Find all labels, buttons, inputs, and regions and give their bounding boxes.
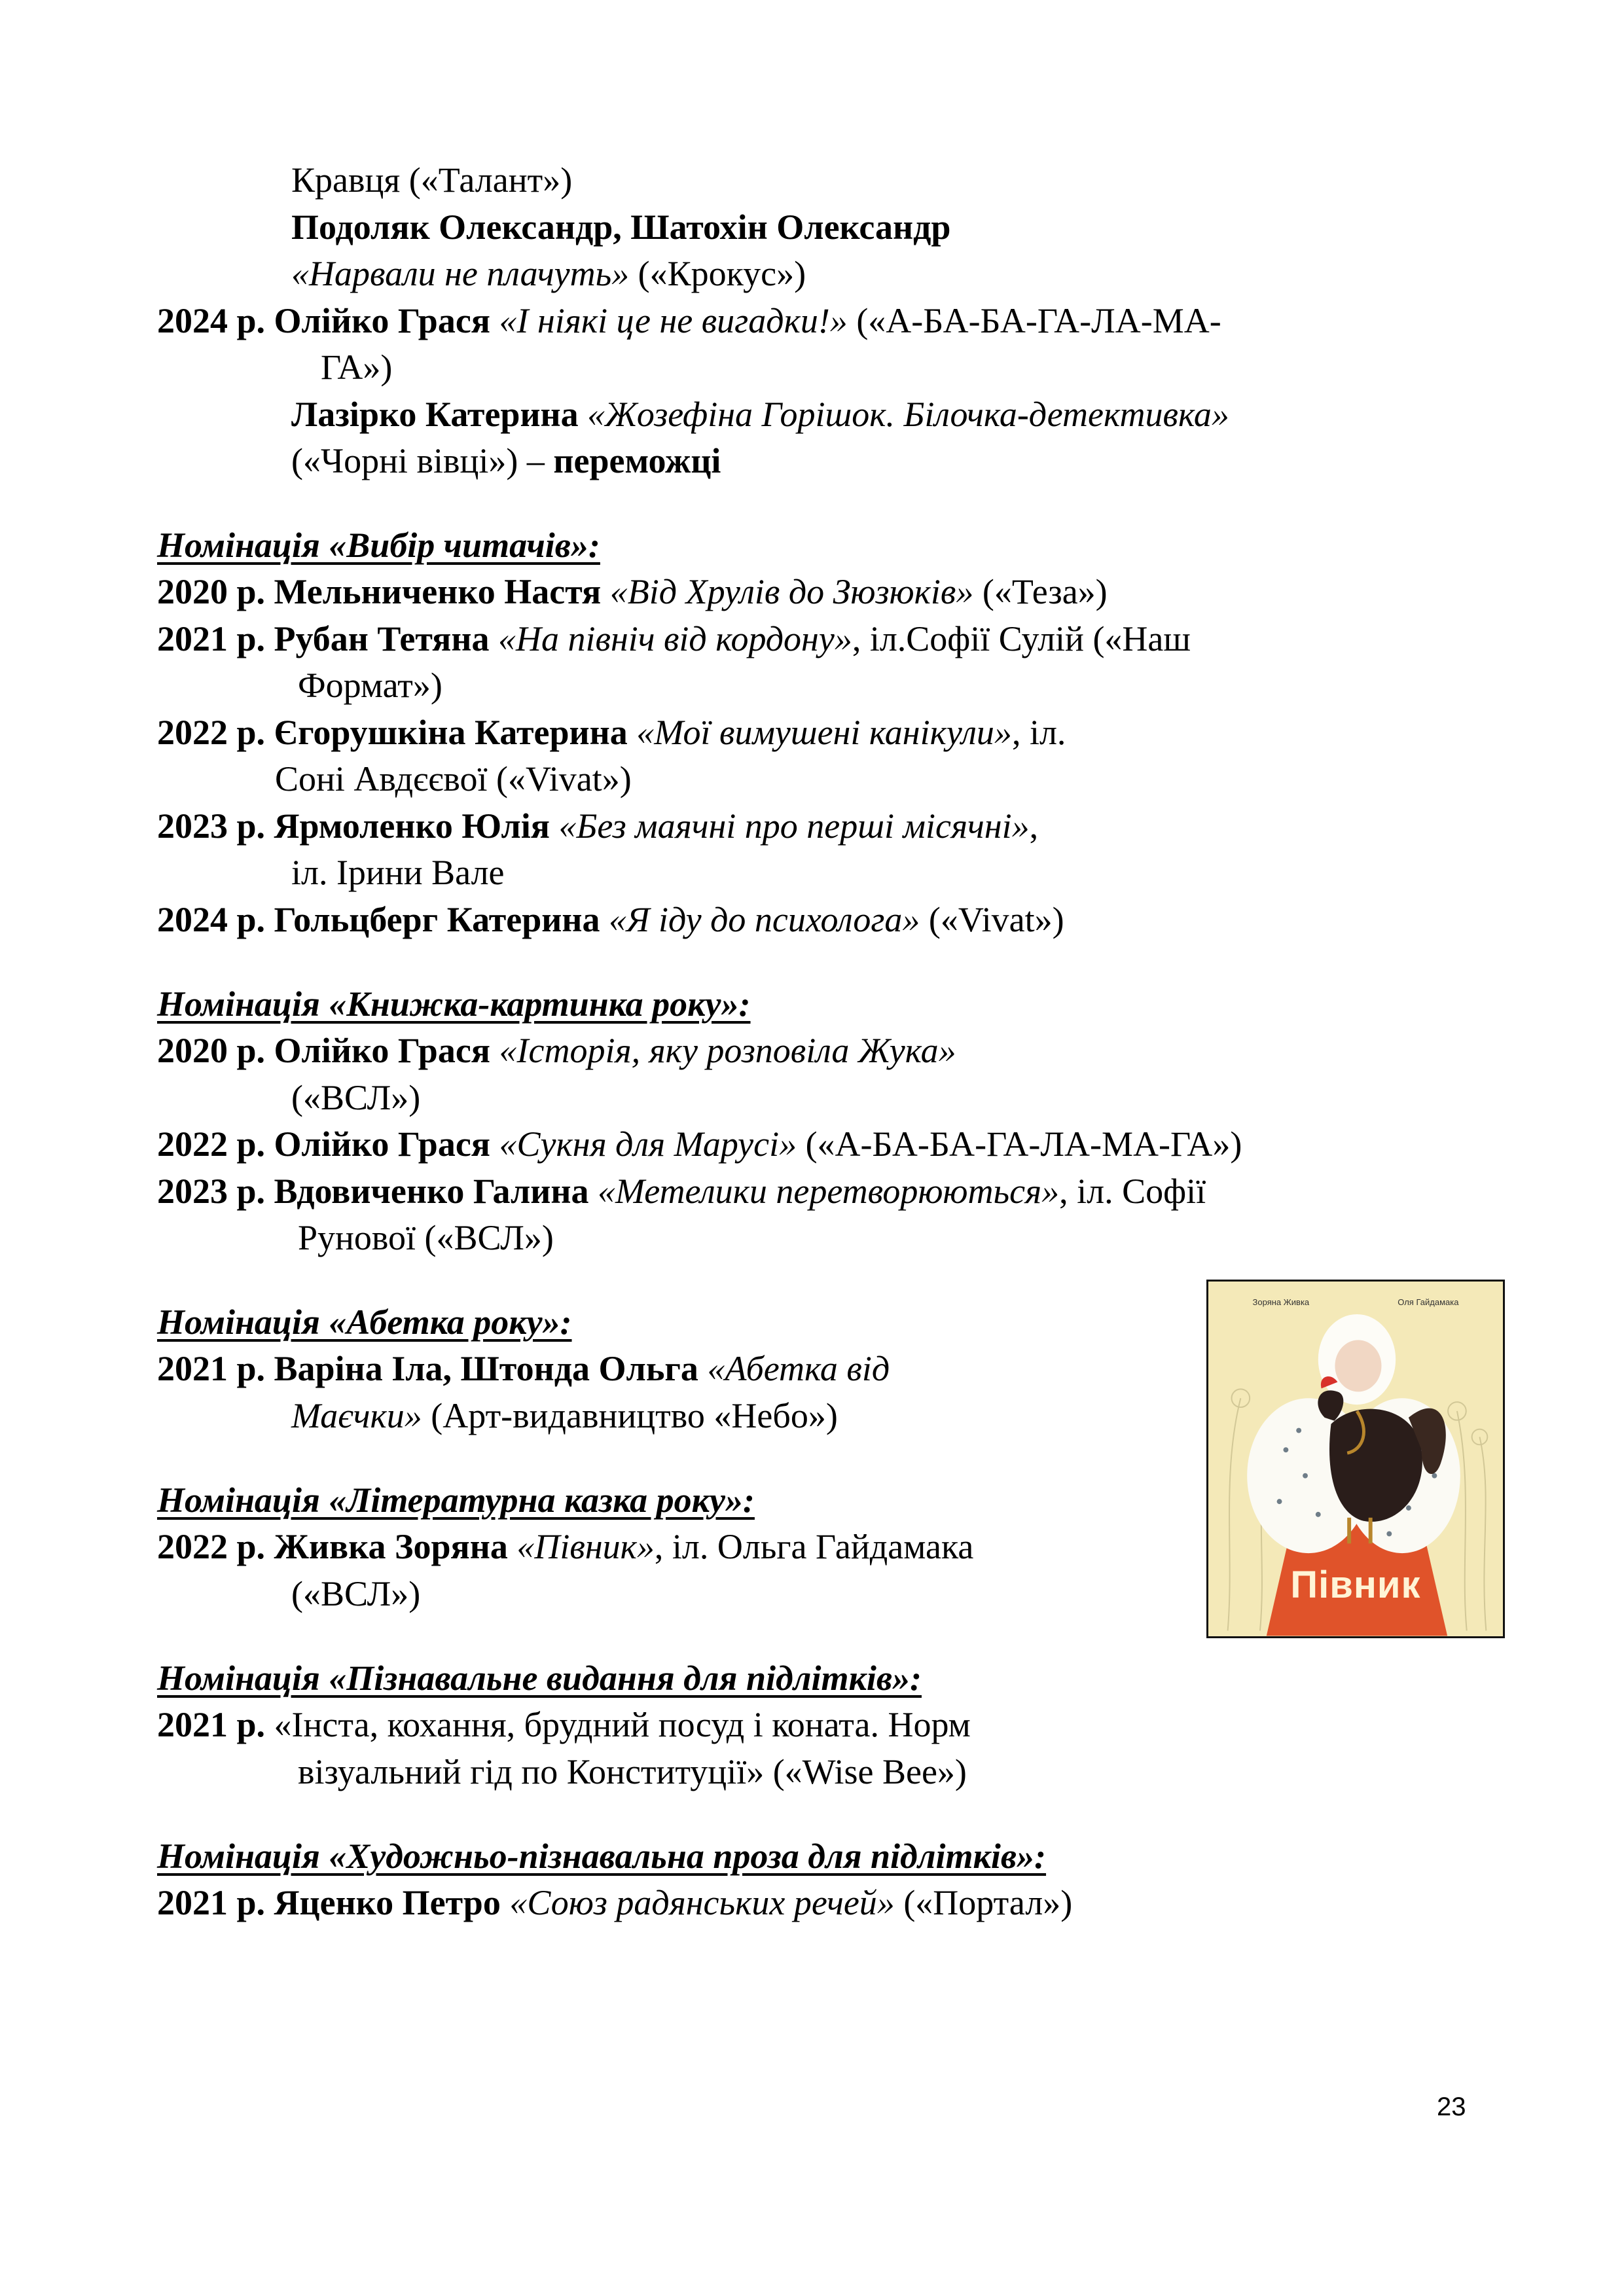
italic-title: «Абетка від <box>707 1349 890 1388</box>
bold-text: 2023 р. Ярмоленко Юлія <box>157 806 559 846</box>
heading-text: Номінація «Вибір читачів»: <box>157 526 600 565</box>
text-line <box>157 1346 890 1391</box>
italic-title: «Нарвали не плачуть» <box>291 254 630 293</box>
text-line <box>291 391 1229 437</box>
plain-text: («А-БА-БА-ГА-ЛА-МА-ГА») <box>797 1124 1242 1164</box>
bold-text: 2024 р. Гольцберг Катерина <box>157 900 609 939</box>
text-line <box>298 662 442 708</box>
plain-text: візуальний гід по Конституції» («Wise Bee») <box>298 1752 967 1791</box>
plain-text: («Теза») <box>973 572 1108 611</box>
text-line <box>157 1121 1242 1167</box>
text-line <box>157 803 1038 849</box>
plain-text: Формат») <box>298 666 442 705</box>
bold-text: 2024 р. Олійко Грася <box>157 301 499 340</box>
text-line <box>157 298 1221 344</box>
plain-text: , іл.Софії Сулій («Наш <box>852 619 1191 658</box>
text-line <box>291 1571 420 1617</box>
nomination-heading <box>157 981 751 1027</box>
text-line <box>157 709 1066 755</box>
italic-title: Маєчки» <box>291 1396 422 1435</box>
text-line <box>157 616 1191 662</box>
italic-title: «Без маячні про перші місячні» <box>558 806 1030 846</box>
plain-text: іл. Ірини Вале <box>291 853 505 892</box>
bold-text: 2022 р. Олійко Грася <box>157 1124 499 1164</box>
text-line <box>157 569 1108 615</box>
italic-title: «Союз радянських речей» <box>509 1883 895 1922</box>
cover-title: Півник <box>1290 1564 1421 1606</box>
italic-title: «Жозефіна Горішок. Білочка-детективка» <box>587 395 1229 434</box>
text-line <box>298 1749 967 1795</box>
text-line <box>157 1524 973 1570</box>
nomination-heading <box>157 522 600 568</box>
text-line <box>291 251 806 296</box>
bold-text: переможці <box>553 441 721 480</box>
text-line <box>275 756 632 802</box>
text-line <box>291 850 505 895</box>
text-line <box>157 897 1064 942</box>
book-cover-image <box>1206 1280 1505 1638</box>
bold-text: 2023 р. Вдовиченко Галина <box>157 1172 598 1211</box>
bold-text: 2022 р. Єгорушкіна Катерина <box>157 713 637 752</box>
bold-text: 2021 р. Рубан Тетяна <box>157 619 498 658</box>
bold-text: 2020 р. Мельниченко Настя <box>157 572 610 611</box>
bold-text: 2020 р. Олійко Грася <box>157 1031 499 1070</box>
plain-text: «Інста, кохання, брудний посуд і коната. Норм <box>274 1705 971 1744</box>
bold-text: 2021 р. Варіна Іла, Штонда Ольга <box>157 1349 708 1388</box>
bold-text: 2021 р. <box>157 1705 274 1744</box>
plain-text: («А-БА-БА-ГА-ЛА-МА- <box>847 301 1221 340</box>
text-line <box>291 1393 838 1439</box>
plain-text: , іл. Ольга Гайдамака <box>654 1527 974 1566</box>
text-line <box>157 1880 1072 1926</box>
italic-title: «І ніякі це не вигадки!» <box>499 301 848 340</box>
plain-text: , <box>1029 806 1039 846</box>
plain-text: ГА») <box>321 348 393 387</box>
text-line <box>291 1075 420 1121</box>
cover-author-right: Оля Гайдамака <box>1398 1297 1459 1307</box>
plain-text: («Vivat») <box>920 900 1064 939</box>
plain-text: («Чорні вівці») – <box>291 441 554 480</box>
plain-text: , іл. Софії <box>1059 1172 1206 1211</box>
heading-text: Номінація «Пізнавальне видання для підлітків»: <box>157 1659 922 1698</box>
page-number: 23 <box>1437 2092 1466 2121</box>
plain-text: («Крокус») <box>629 254 806 293</box>
plain-text: («Портал») <box>894 1883 1073 1922</box>
italic-title: «Метелики перетворюються» <box>598 1172 1060 1211</box>
heading-text: Номінація «Художньо-пізнавальна проза для підлітків»: <box>157 1837 1047 1876</box>
nomination-heading <box>157 1833 1046 1879</box>
text-line <box>157 1028 956 1073</box>
text-line <box>291 157 572 203</box>
plain-text: Соні Авдєєвої («Vivat») <box>275 759 632 798</box>
italic-title: «Півник» <box>516 1527 655 1566</box>
italic-title: «Від Хрулів до Зюзюків» <box>609 572 974 611</box>
bold-text: Лазірко Катерина <box>291 395 588 434</box>
plain-text: Кравця («Талант») <box>291 160 573 200</box>
text-line <box>291 438 721 484</box>
plain-text: («ВСЛ») <box>291 1574 421 1613</box>
cover-author-left: Зоряна Живка <box>1252 1297 1310 1307</box>
text-line <box>157 1702 971 1748</box>
italic-title: «Мої вимушені канікули» <box>636 713 1012 752</box>
nomination-heading <box>157 1477 755 1523</box>
plain-text: (Арт-видавництво «Небо») <box>422 1396 838 1435</box>
text-line <box>321 344 392 390</box>
italic-title: «Я іду до психолога» <box>609 900 920 939</box>
plain-text: , іл. <box>1011 713 1066 752</box>
heading-text: Номінація «Книжка-картинка року»: <box>157 984 751 1024</box>
text-line <box>298 1215 554 1261</box>
text-line <box>291 204 950 250</box>
text-line <box>157 1168 1206 1214</box>
plain-text: Рунової («ВСЛ») <box>298 1218 554 1257</box>
plain-text: («ВСЛ») <box>291 1078 421 1117</box>
nomination-heading <box>157 1655 922 1701</box>
nomination-heading <box>157 1299 572 1345</box>
italic-title: «Історія, яку розповіла Жука» <box>499 1031 956 1070</box>
bold-text: Подоляк Олександр, Шатохін Олександр <box>291 207 951 247</box>
bold-text: 2021 р. Яценко Петро <box>157 1883 510 1922</box>
italic-title: «На північ від кордону» <box>498 619 852 658</box>
italic-title: «Сукня для Марусі» <box>499 1124 797 1164</box>
bold-text: 2022 р. Живка Зоряна <box>157 1527 517 1566</box>
heading-text: Номінація «Абетка року»: <box>157 1302 572 1342</box>
heading-text: Номінація «Літературна казка року»: <box>157 1480 755 1520</box>
